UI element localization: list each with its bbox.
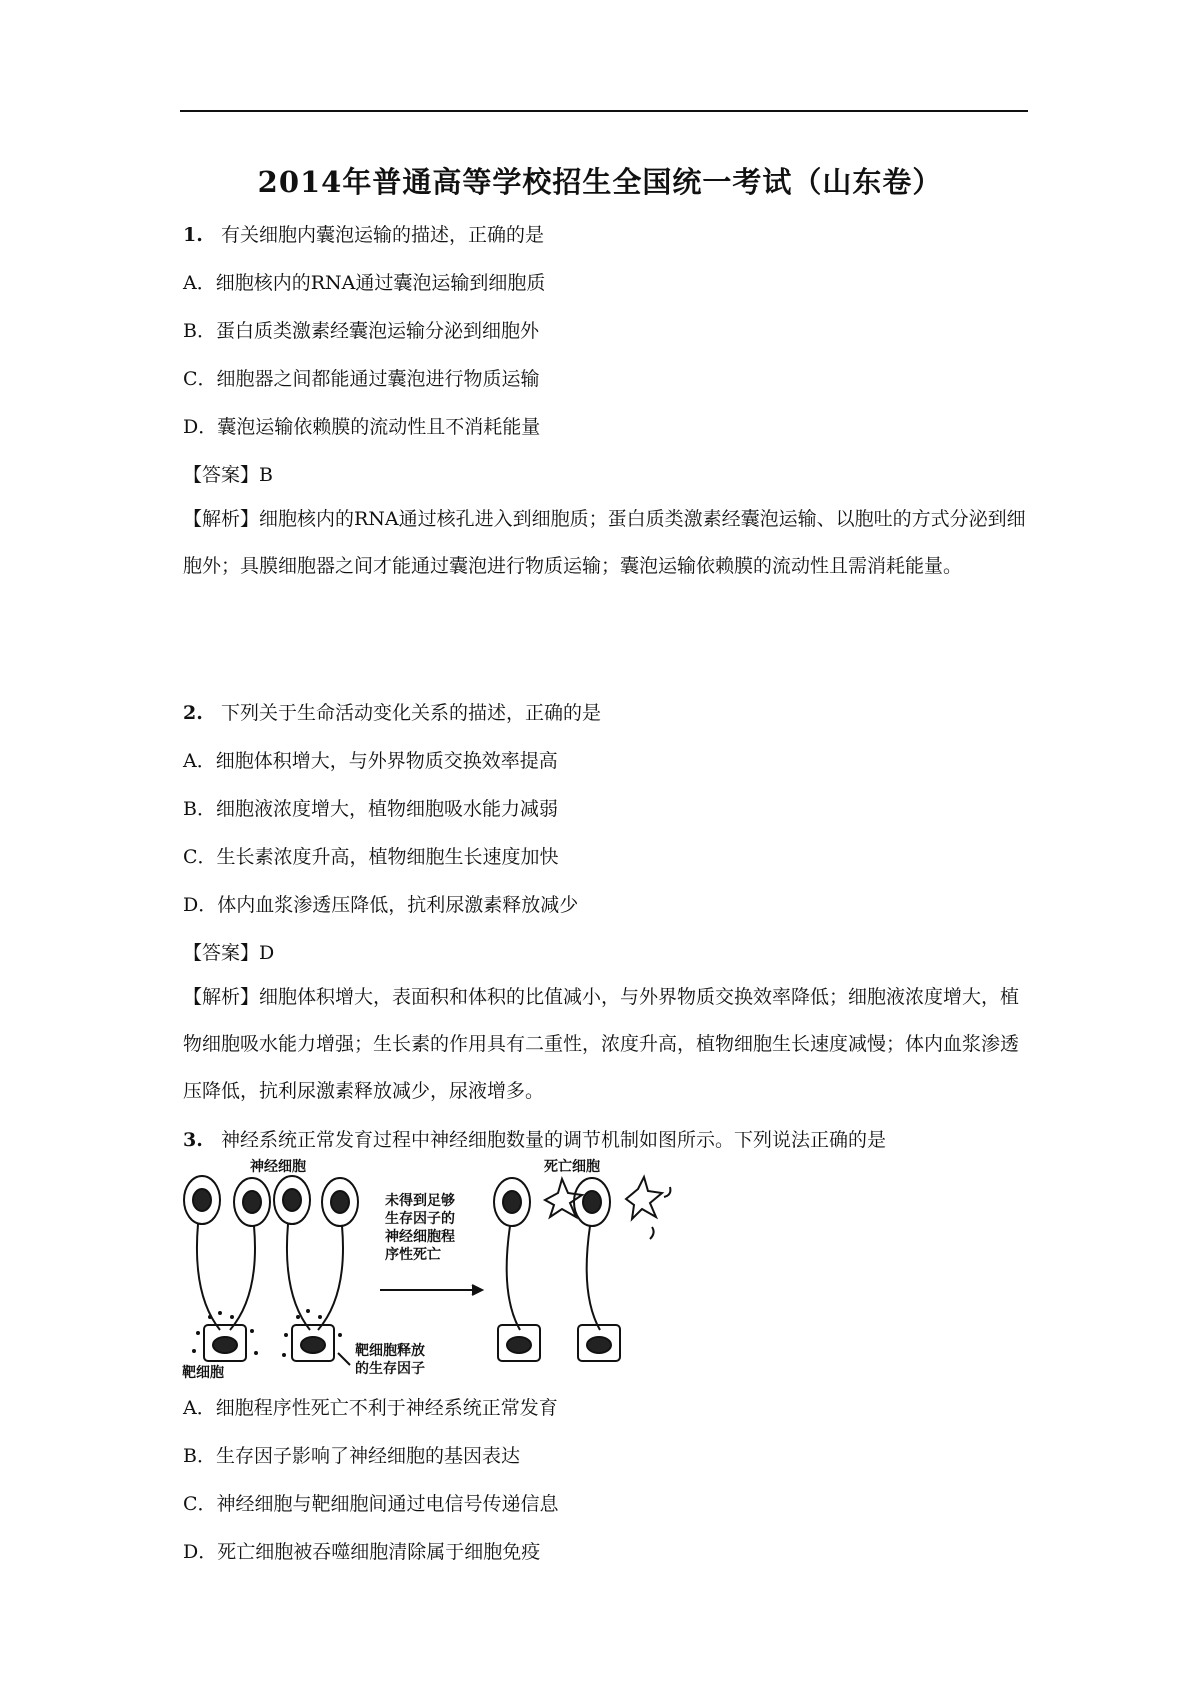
label-target-cell: 靶细胞 xyxy=(182,1365,224,1380)
neuron-cell xyxy=(274,1176,310,1330)
answer-2: 【答案】D xyxy=(183,942,275,964)
arrow-label-line-3: 神经细胞程 xyxy=(385,1229,455,1245)
target-cell xyxy=(498,1325,540,1361)
label-neuron: 神经细胞 xyxy=(250,1159,306,1175)
question-text: 神经系统正常发育过程中神经细胞数量的调节机制如图所示。下列说法正确的是 xyxy=(221,1129,887,1151)
question-2-stem xyxy=(183,698,601,725)
question-text: 下列关于生命活动变化关系的描述，正确的是 xyxy=(221,702,602,724)
factor-label-line-2: 的生存因子 xyxy=(355,1361,425,1377)
option-2d: D．体内血浆渗透压降低，抗利尿激素释放减少 xyxy=(183,894,579,916)
neuron-cell xyxy=(184,1176,220,1330)
answer-1: 【答案】B xyxy=(183,464,273,486)
target-cell xyxy=(204,1325,246,1361)
arrow-label-line-2: 生存因子的 xyxy=(385,1211,455,1227)
factor-label-line-1: 靶细胞释放 xyxy=(355,1343,425,1359)
option-1b: B．蛋白质类激素经囊泡运输分泌到细胞外 xyxy=(183,320,539,342)
dead-cell xyxy=(626,1177,670,1239)
question-3-stem xyxy=(183,1125,886,1152)
option-2a: A．细胞体积增大，与外界物质交换效率提高 xyxy=(183,750,558,772)
option-1a: A．细胞核内的RNA通过囊泡运输到细胞质 xyxy=(183,272,546,294)
option-1c: C．细胞器之间都能通过囊泡进行物质运输 xyxy=(183,368,540,390)
header-rule xyxy=(180,110,1028,112)
option-1d: D．囊泡运输依赖膜的流动性且不消耗能量 xyxy=(183,416,541,438)
dead-cell xyxy=(545,1179,582,1217)
page-title: 2014年普通高等学校招生全国统一考试（山东卷） xyxy=(257,165,943,199)
analysis-2: 【解析】细胞体积增大，表面积和体积的比值减小，与外界物质交换效率降低；细胞液浓度增大，植物细胞吸水能力增强；生长素的作用具有二重性，浓度升高，植物细胞生长速度减慢；体内血浆渗透压降低，抗利尿激素释放减少，尿液增多。 xyxy=(183,986,1020,1102)
question-text: 有关细胞内囊泡运输的描述，正确的是 xyxy=(221,224,545,246)
question-1-stem xyxy=(183,220,544,247)
arrow-label-line-1: 未得到足够 xyxy=(385,1193,455,1209)
neuron-cell xyxy=(318,1178,358,1330)
surviving-neuron xyxy=(574,1178,610,1330)
surviving-neuron xyxy=(494,1178,530,1330)
question-number: 2. xyxy=(183,702,203,724)
question-number: 1. xyxy=(183,224,203,246)
option-3d: D．死亡细胞被吞噬细胞清除属于细胞免疫 xyxy=(183,1541,541,1563)
option-3c: C．神经细胞与靶细胞间通过电信号传递信息 xyxy=(183,1493,559,1515)
arrow-label-line-4: 序性死亡 xyxy=(385,1247,441,1263)
pointer-line xyxy=(338,1353,350,1365)
analysis-1: 【解析】细胞核内的RNA通过核孔进入到细胞质；蛋白质类激素经囊泡运输、以胞吐的方式分泌到细胞外；具膜细胞器之间才能通过囊泡进行物质运输；囊泡运输依赖膜的流动性且需消耗能量。 xyxy=(183,508,1026,577)
target-cell xyxy=(578,1325,620,1361)
option-3b: B．生存因子影响了神经细胞的基因表达 xyxy=(183,1445,520,1467)
question-number: 3. xyxy=(183,1129,203,1151)
option-2c: C．生长素浓度升高，植物细胞生长速度加快 xyxy=(183,846,559,868)
option-2b: B．细胞液浓度增大，植物细胞吸水能力减弱 xyxy=(183,798,558,820)
target-cell xyxy=(292,1325,334,1361)
option-3a: A．细胞程序性死亡不利于神经系统正常发育 xyxy=(183,1397,558,1419)
neuron-cell xyxy=(230,1178,270,1330)
neuron-apoptosis-figure xyxy=(180,1155,700,1380)
label-dead-cell: 死亡细胞 xyxy=(544,1159,600,1175)
